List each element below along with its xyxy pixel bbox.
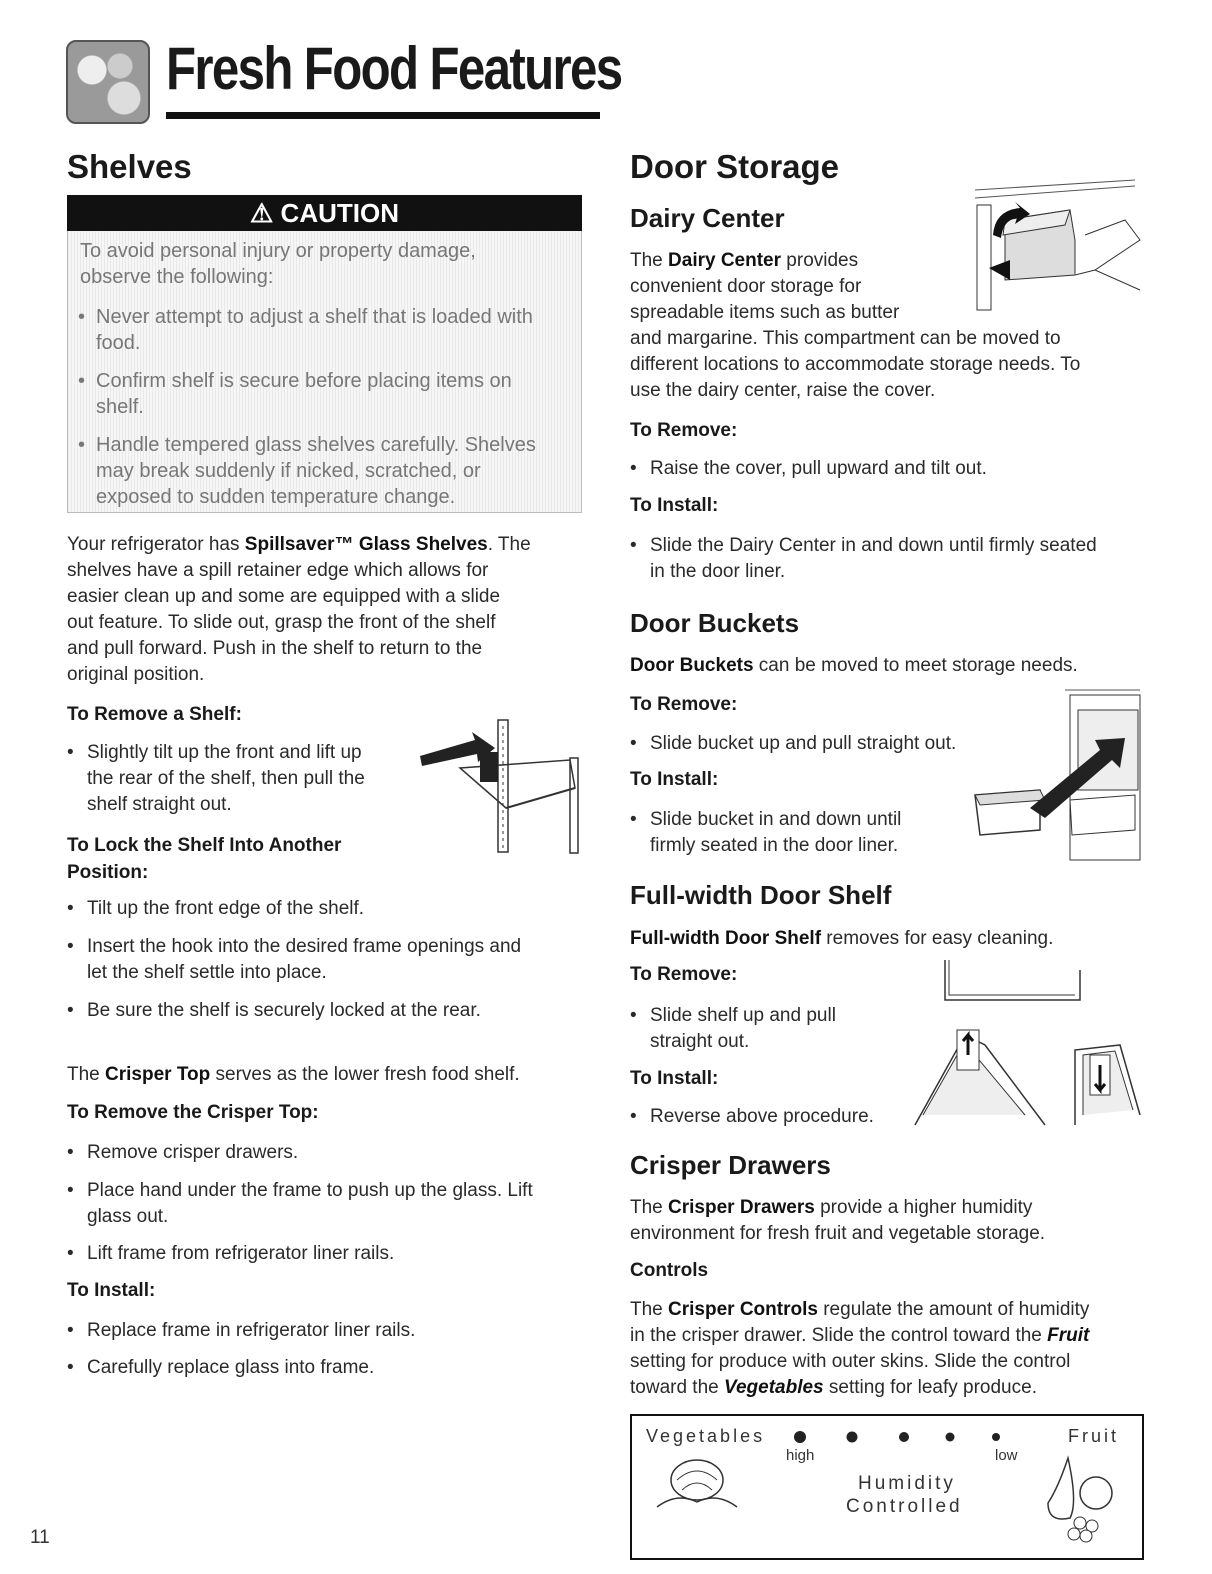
- buckets-paragraph: Door Buckets can be moved to meet storage needs.: [630, 655, 1078, 676]
- lock-shelf-heading: To Lock the Shelf Into Another Position:: [67, 835, 342, 883]
- humidity-title-1: Humidity: [858, 1473, 956, 1494]
- page-number: 11: [30, 1527, 50, 1548]
- title-rule: [166, 112, 600, 119]
- fruit-icon: [1028, 1448, 1128, 1548]
- vegetable-icon: [652, 1452, 742, 1512]
- vegetables-label: Vegetables: [646, 1426, 766, 1446]
- remove-crisper-heading: To Remove the Crisper Top:: [67, 1102, 319, 1123]
- dairy-remove-item: • Raise the cover, pull upward and tilt out.: [630, 456, 987, 482]
- caution-item-1: • Never attempt to adjust a shelf that is loaded with food.: [78, 306, 533, 354]
- full-width-remove-item: • Slide shelf up and pull straight out.: [630, 1003, 836, 1055]
- remove-shelf-item: • Slightly tilt up the front and lift up the rear of the shelf, then pull the shelf straight out.: [67, 740, 365, 818]
- buckets-install-heading: To Install:: [630, 769, 719, 790]
- buckets-remove-heading: To Remove:: [630, 694, 738, 715]
- dairy-install-heading: To Install:: [630, 495, 719, 516]
- lock-item-2: • Insert the hook into the desired frame openings and let the shelf settle into place.: [67, 934, 521, 986]
- shelves-intro: Your refrigerator has Spillsaver™ Glass Shelves. The shelves have a spill retainer edge which allows for easier clean up and some are equipped with a slide out feature. To slide out, grasp the front of the shelf and pull forward. Push in the shelf to return to the original position.: [67, 534, 531, 685]
- crisper-remove-item-1: • Remove crisper drawers.: [67, 1140, 298, 1166]
- install-item-1: • Replace frame in refrigerator liner rails.: [67, 1318, 415, 1344]
- high-label: high: [786, 1447, 815, 1464]
- dairy-remove-heading: To Remove:: [630, 420, 738, 441]
- full-width-install-item: • Reverse above procedure.: [630, 1104, 874, 1130]
- page-title: Fresh Food Features: [166, 35, 622, 102]
- dairy-paragraph: The Dairy Center provides convenient door storage for spreadable items such as butter and margarine. This compartment can be moved to different locations to accommodate storage needs. To use the dairy center, raise the cover.: [630, 250, 1081, 401]
- buckets-install-item: • Slide bucket in and down until firmly seated in the door liner.: [630, 807, 901, 859]
- caution-intro: To avoid personal injury or property damage, observe the following:: [80, 240, 476, 288]
- buckets-remove-item: • Slide bucket up and pull straight out.: [630, 731, 956, 757]
- caution-title: ⚠ CAUTION: [250, 198, 399, 228]
- caution-item-3: • Handle tempered glass shelves carefully. Shelves may break suddenly if nicked, scratched, or exposed to sudden temperature change.: [78, 434, 536, 508]
- lock-item-3: • Be sure the shelf is securely locked at the rear.: [67, 998, 481, 1024]
- shelves-heading: Shelves: [67, 148, 192, 185]
- shelf-illustration: [420, 718, 590, 858]
- controls-heading: Controls: [630, 1260, 709, 1281]
- lock-item-1: • Tilt up the front edge of the shelf.: [67, 896, 364, 922]
- crisper-paragraph: The Crisper Drawers provide a higher humidity environment for fresh fruit and vegetable storage.: [630, 1197, 1046, 1244]
- food-icon: [66, 40, 150, 124]
- buckets-heading: Door Buckets: [630, 608, 800, 638]
- dairy-heading: Dairy Center: [630, 203, 785, 233]
- install-heading: To Install:: [67, 1280, 156, 1301]
- full-width-paragraph: Full-width Door Shelf removes for easy cleaning.: [630, 928, 1054, 949]
- crisper-remove-item-3: • Lift frame from refrigerator liner rails.: [67, 1241, 394, 1267]
- bucket-illustration: [970, 690, 1145, 865]
- humidity-title-2: Controlled: [846, 1496, 963, 1517]
- full-width-install-heading: To Install:: [630, 1068, 719, 1089]
- door-storage-heading: Door Storage: [630, 148, 840, 185]
- dairy-install-item: • Slide the Dairy Center in and down until firmly seated in the door liner.: [630, 533, 1097, 585]
- low-label: low: [995, 1447, 1018, 1464]
- caution-item-2: • Confirm shelf is secure before placing items on shelf.: [78, 370, 512, 418]
- fruit-label: Fruit: [1068, 1426, 1119, 1446]
- humidity-dots: [790, 1428, 1000, 1448]
- full-width-heading: Full-width Door Shelf: [630, 880, 892, 910]
- crisper-top-text: The Crisper Top serves as the lower fresh food shelf.: [67, 1064, 520, 1085]
- controls-paragraph: The Crisper Controls regulate the amount of humidity in the crisper drawer. Slide the control toward the Fruit setting for produce with outer skins. Slide the control toward the Vegetables setting for leafy produce.: [630, 1299, 1090, 1398]
- remove-shelf-heading: To Remove a Shelf:: [67, 704, 242, 725]
- install-item-2: • Carefully replace glass into frame.: [67, 1355, 374, 1381]
- full-width-remove-heading: To Remove:: [630, 964, 738, 985]
- crisper-heading: Crisper Drawers: [630, 1150, 831, 1180]
- crisper-remove-item-2: • Place hand under the frame to push up the glass. Lift glass out.: [67, 1178, 533, 1230]
- door-shelf-illustration: [905, 955, 1145, 1130]
